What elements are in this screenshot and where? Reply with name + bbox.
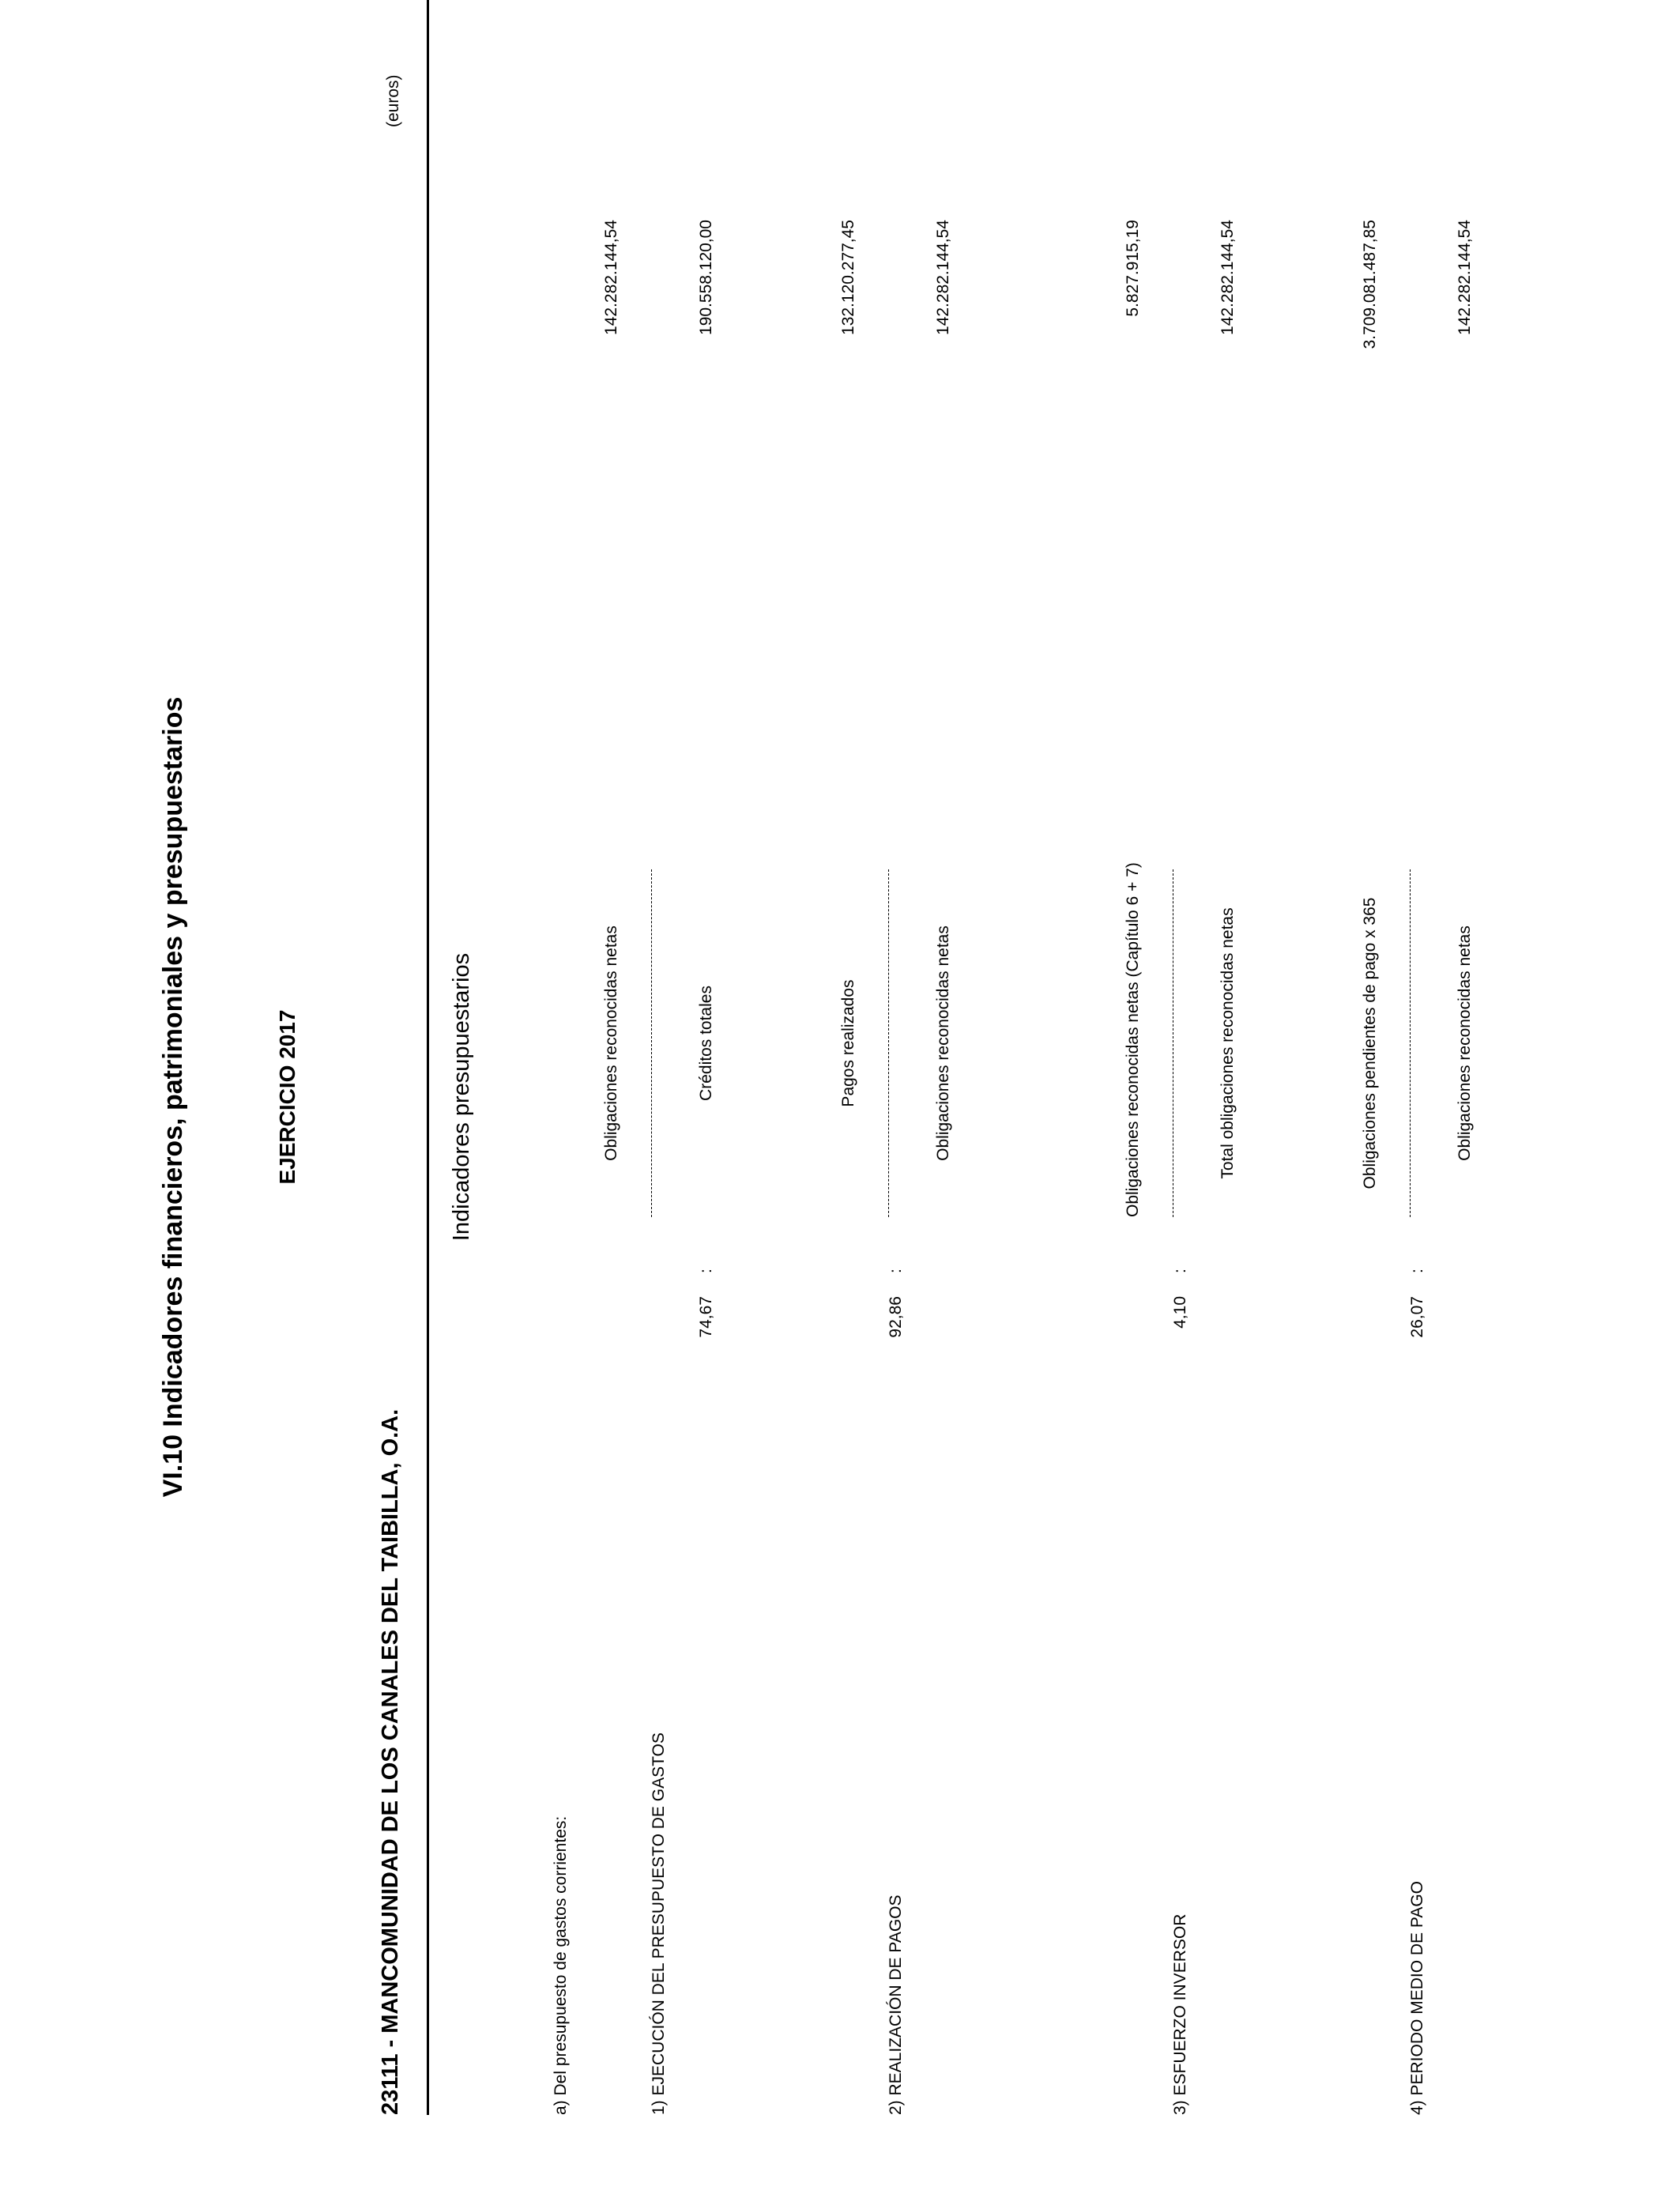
- indicator-colon: :: [1171, 1269, 1189, 1273]
- numerator-amount: 5.827.915,19: [1124, 220, 1142, 317]
- indicator-numerator: Obligaciones reconocidas netas: [602, 925, 620, 1161]
- denominator-amount: 142.282.144,54: [1219, 220, 1237, 335]
- section-title: Indicadores presupuestarios: [449, 952, 474, 1242]
- fraction-line: [1410, 869, 1411, 1217]
- fiscal-year-heading: EJERCICIO 2017: [275, 1009, 299, 1185]
- fraction-line: [651, 869, 652, 1217]
- report-title: VI.10 Indicadores financieros, patrimoniales y presupuestarios: [158, 696, 188, 1498]
- indicator-numerator: Obligaciones pendientes de pago x 365: [1361, 897, 1379, 1189]
- indicator-label: 3) ESFUERZO INVERSOR: [1171, 1913, 1189, 2115]
- indicator-denominator: Obligaciones reconocidas netas: [934, 925, 952, 1161]
- indicator-value: 26,07: [1408, 1296, 1426, 1338]
- indicator-value: 74,67: [697, 1296, 715, 1338]
- denominator-amount: 142.282.144,54: [1456, 220, 1474, 335]
- indicator-colon: :: [1408, 1269, 1426, 1273]
- numerator-amount: 142.282.144,54: [602, 220, 620, 335]
- denominator-amount: 190.558.120,00: [697, 220, 715, 335]
- fraction-line: [888, 869, 889, 1217]
- numerator-amount: 3.709.081.487,85: [1361, 220, 1379, 349]
- currency-units: (euros): [384, 74, 402, 127]
- indicator-label: 1) EJECUCIÓN DEL PRESUPUESTO DE GASTOS: [650, 1732, 668, 2115]
- indicator-value: 92,86: [887, 1296, 905, 1338]
- indicator-label: 2) REALIZACIÓN DE PAGOS: [887, 1894, 905, 2115]
- indicator-colon: :: [887, 1269, 905, 1273]
- indicator-denominator: Créditos totales: [697, 986, 715, 1101]
- indicator-denominator: Total obligaciones reconocidas netas: [1219, 907, 1237, 1179]
- entity-name: 23111 - MANCOMUNIDAD DE LOS CANALES DEL TAIBILLA, O.A.: [378, 1408, 403, 2115]
- indicator-colon: :: [697, 1269, 715, 1273]
- indicator-label: 4) PERIODO MEDIO DE PAGO: [1408, 1881, 1426, 2115]
- numerator-amount: 132.120.277,45: [839, 220, 857, 335]
- subsection-heading: a) Del presupuesto de gastos corrientes:: [552, 1815, 570, 2115]
- denominator-amount: 142.282.144,54: [934, 220, 952, 335]
- indicator-numerator: Obligaciones reconocidas netas (Capítulo 6 + 7): [1124, 862, 1142, 1217]
- indicator-value: 4,10: [1171, 1296, 1189, 1329]
- indicator-denominator: Obligaciones reconocidas netas: [1456, 925, 1474, 1161]
- header-rule: [427, 0, 429, 2115]
- indicator-numerator: Pagos realizados: [839, 979, 857, 1107]
